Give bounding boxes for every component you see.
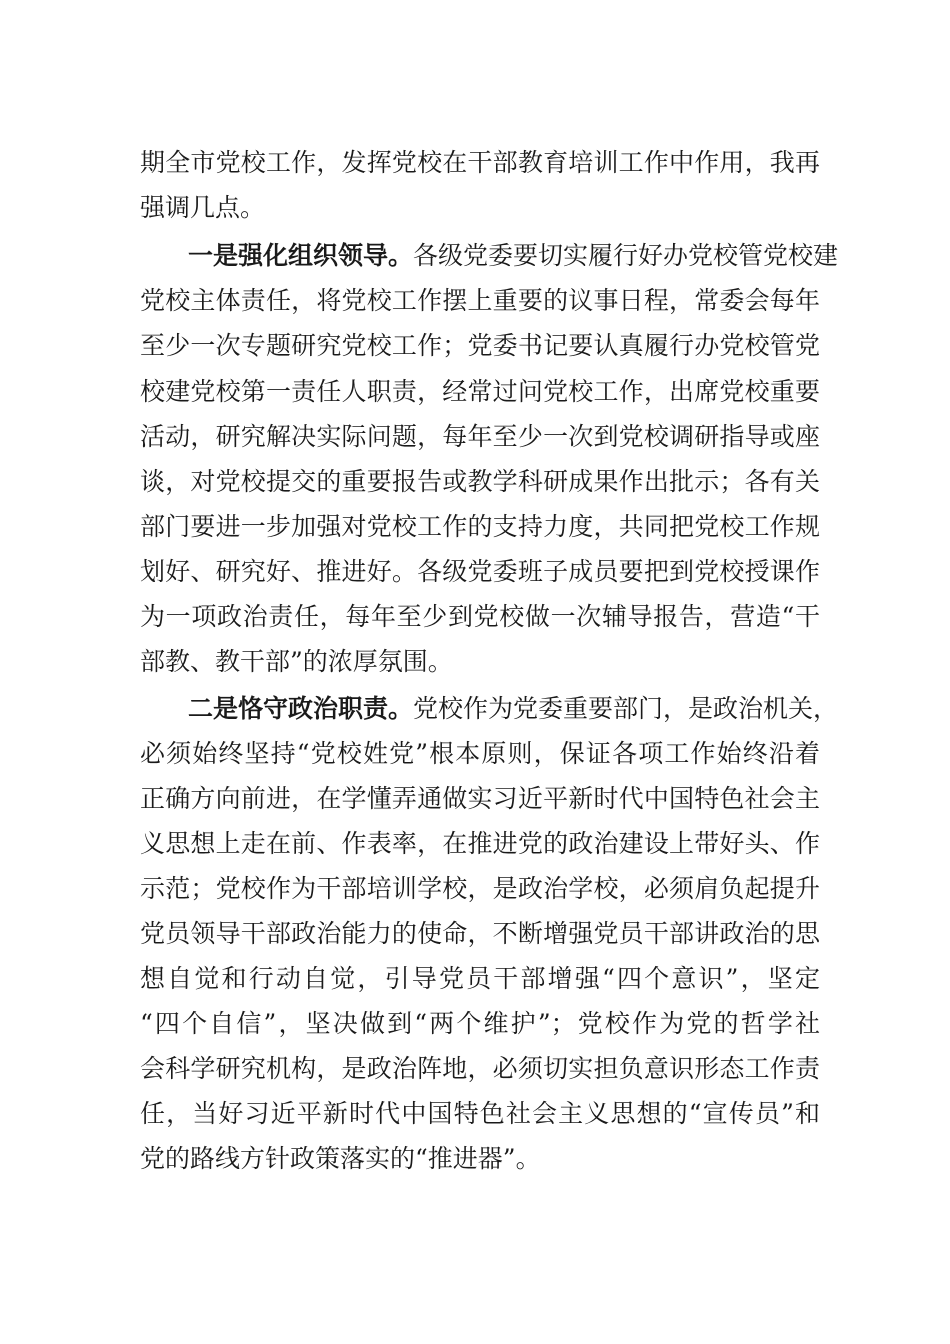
section2-line-1: 必须始终坚持“党校姓党”根本原则，保证各项工作始终沿着	[140, 739, 820, 768]
section1-line-0: 各级党委要切实履行好办党校管党校建	[413, 241, 839, 270]
section1-line-6: 部门要进一步加强对党校工作的支持力度，共同把党校工作规	[140, 512, 820, 541]
section1-line-1: 党校主体责任，将党校工作摆上重要的议事日程，常委会每年	[140, 286, 820, 315]
section1-line-5: 谈，对党校提交的重要报告或教学科研成果作出批示；各有关	[140, 467, 820, 496]
section1-line-8: 为一项政治责任，每年至少到党校做一次辅导报告，营造“干	[140, 602, 820, 631]
section2-line-9: 任，当好习近平新时代中国特色社会主义思想的“宣传员”和	[140, 1099, 820, 1128]
section2-line-4: 示范；党校作为干部培训学校，是政治学校，必须肩负起提升	[140, 874, 820, 903]
section2-line-2: 正确方向前进，在学懂弄通做实习近平新时代中国特色社会主	[140, 784, 820, 813]
section1-line-9: 部教、教干部”的浓厚氛围。	[140, 647, 453, 676]
section2-lead: 二是恪守政治职责。	[188, 694, 414, 723]
section2-line-0: 党校作为党委重要部门，是政治机关，	[413, 694, 839, 723]
section1-line-3: 校建党校第一责任人职责，经常过问党校工作，出席党校重要	[140, 377, 820, 406]
section2-first-line	[188, 689, 839, 729]
section1-first-line	[188, 236, 839, 276]
intro-line-2: 强调几点。	[140, 193, 266, 222]
section2-line-5: 党员领导干部政治能力的使命，不断增强党员干部讲政治的思	[140, 919, 820, 948]
section1-line-7: 划好、研究好、推进好。各级党委班子成员要把到党校授课作	[140, 557, 820, 586]
section1-line-4: 活动，研究解决实际问题，每年至少一次到党校调研指导或座	[140, 422, 820, 451]
section2-line-6: 想自觉和行动自觉，引导党员干部增强“四个意识”，坚定	[140, 964, 820, 993]
section1-line-2: 至少一次专题研究党校工作；党委书记要认真履行办党校管党	[140, 331, 820, 360]
section2-line-8: 会科学研究机构，是政治阵地，必须切实担负意识形态工作责	[140, 1054, 820, 1083]
section2-line-10: 党的路线方针政策落实的“推进器”。	[140, 1144, 541, 1173]
section1-lead: 一是强化组织领导。	[188, 241, 414, 270]
intro-line-1: 期全市党校工作，发挥党校在干部教育培训工作中作用，我再	[140, 148, 820, 177]
section2-line-3: 义思想上走在前、作表率，在推进党的政治建设上带好头、作	[140, 829, 820, 858]
section2-line-7: “四个自信”，坚决做到“两个维护”；党校作为党的哲学社	[140, 1009, 820, 1038]
